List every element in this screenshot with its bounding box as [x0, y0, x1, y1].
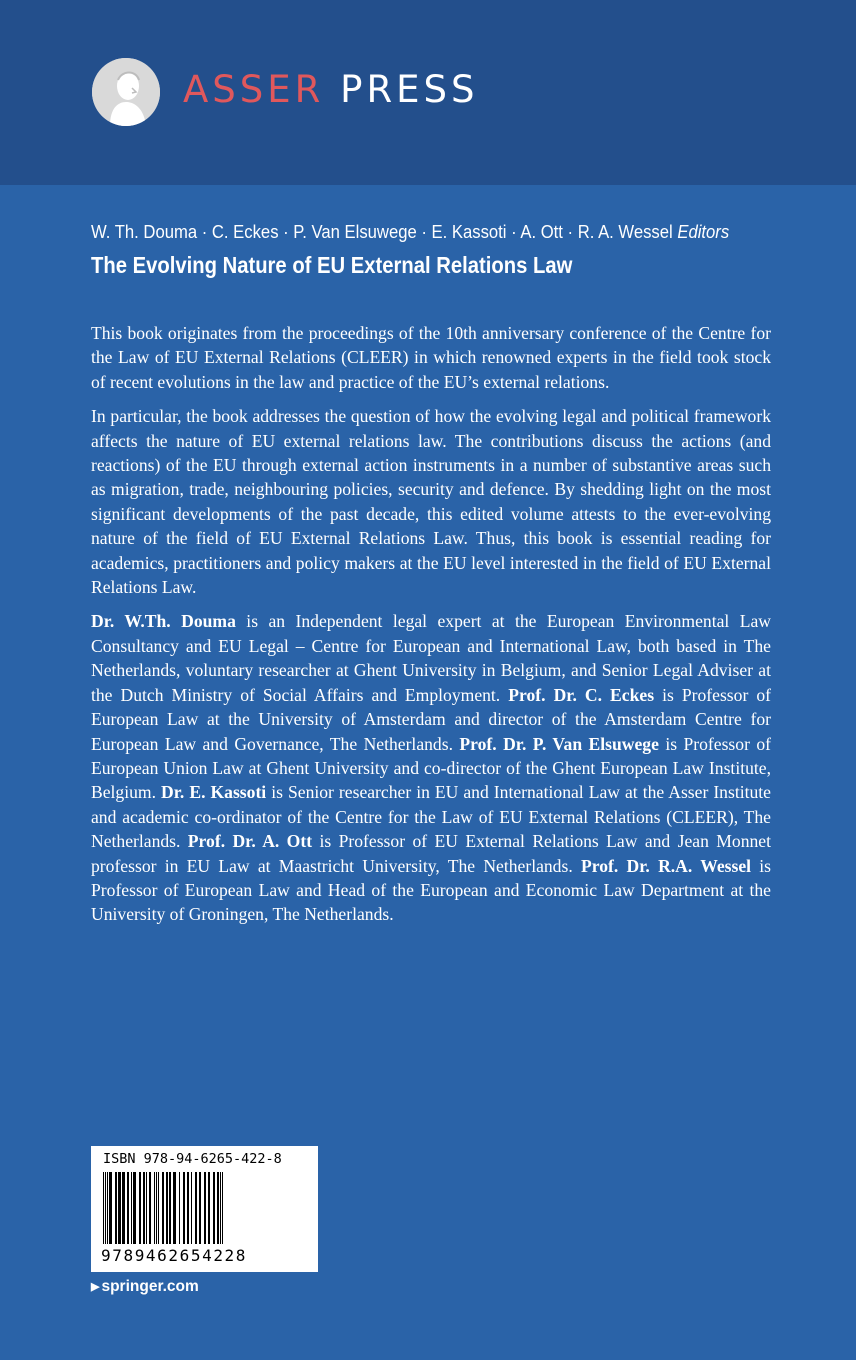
barcode-bar — [107, 1172, 108, 1244]
barcode-bar — [199, 1172, 201, 1244]
header-band — [0, 0, 856, 185]
barcode-bar — [103, 1172, 104, 1244]
editor-bios — [91, 609, 771, 926]
bio-text: is Professor of European Law at the University of Amsterdam and director of the Amsterdam Centre for European Law and Governance, The Netherlands. — [91, 684, 772, 754]
barcode-bar — [173, 1172, 176, 1244]
bio-text: is an Independent legal expert at the European Environmental Law Consultancy and EU Legal – Centre for European and International Law, both based in The Netherlands, voluntary researcher at Ghent University in Belgium, and Senior Legal Adviser at the Dutch Ministry of Social Affairs and Employment. — [91, 611, 771, 705]
barcode-bar — [220, 1172, 221, 1244]
bio-name: Dr. W.Th. Douma — [91, 611, 236, 632]
barcode-bar — [122, 1172, 125, 1244]
barcode-bar — [183, 1172, 185, 1244]
barcode-bar — [213, 1172, 215, 1244]
bio-name: Prof. Dr. C. Eckes — [508, 684, 655, 705]
barcode-bar — [118, 1172, 121, 1244]
logo-press: PRESS — [340, 68, 479, 111]
barcode-bar — [109, 1172, 112, 1244]
barcode-bar — [143, 1172, 145, 1244]
barcode-bar — [169, 1172, 171, 1244]
barcode-bar — [166, 1172, 168, 1244]
barcode-bar — [204, 1172, 206, 1244]
barcode-bar — [139, 1172, 141, 1244]
barcode-bar — [115, 1172, 117, 1244]
bio-name: Dr. E. Kassoti — [161, 782, 267, 803]
description — [91, 321, 771, 927]
bio-name: Prof. Dr. R.A. Wessel — [580, 855, 752, 876]
barcode-bar — [156, 1172, 157, 1244]
editors-role: Editors — [677, 221, 730, 242]
isbn-label: ISBN 978-94-6265-422-8 — [103, 1151, 282, 1167]
bio-text: is Professor of EU External Relations Law and Jean Monnet professor in EU Law at Maastricht University, The Netherlands. — [91, 831, 771, 876]
bio-name: Prof. Dr. A. Ott — [187, 831, 313, 852]
barcode-bar — [158, 1172, 159, 1244]
description-paragraph: This book originates from the proceedings of the 10th anniversary conference of the Centre for the Law of EU External Relations (CLEER) in which renowned experts in the field took stock of recent evolutions in the law and practice of the EU’s external relations. — [91, 323, 771, 392]
bio-name: Prof. Dr. P. Van Elsuwege — [459, 733, 659, 754]
description-paragraph: In particular, the book addresses the question of how the evolving legal and political framework affects the nature of EU external relations law. The contributions discuss the actions (and reactions) of the EU through external action instruments in a number of substantive areas such as migration, trade, neighbouring policies, security and defence. By shedding light on the most significant developments of the past decade, this edited volume attests to the ever-evolving nature of the field of EU External Relations Law. Thus, this book is essential reading for academics, practitioners and policy makers at the EU level interested in the field of EU External Relations Law. — [91, 406, 771, 598]
bio-text: is Professor of European Union Law at Ghent University and co-director of the Ghent European Law Institute, Belgium. — [91, 733, 771, 803]
editor-names: W. Th. Douma · C. Eckes · P. Van Elsuwege · E. Kassoti · A. Ott · R. A. Wessel — [91, 221, 673, 242]
barcode-bar — [208, 1172, 210, 1244]
bio-text: is Senior researcher in EU and International Law at the Asser Institute and academic co-ordinator of the Centre for the Law of EU External Relations (CLEER), The Netherlands. — [91, 782, 771, 852]
barcode-digits: 9789462654228 — [101, 1246, 248, 1265]
portrait-icon — [92, 58, 160, 126]
barcode-bar — [187, 1172, 189, 1244]
springer-link-text[interactable]: springer.com — [101, 1278, 199, 1295]
isbn-barcode-box — [91, 1146, 318, 1272]
springer-link[interactable] — [91, 1277, 199, 1297]
publisher-logo — [183, 68, 479, 112]
book-title: The Evolving Nature of EU External Relations Law — [91, 252, 573, 278]
barcode-bar — [131, 1172, 132, 1244]
arrow-right-icon: ▶ — [91, 1281, 100, 1293]
barcode-bar — [179, 1172, 180, 1244]
barcode-bar — [222, 1172, 223, 1244]
editors-line — [91, 220, 730, 244]
bio-text: is Professor of European Law and Head of the European and Economic Law Department at the University of Groningen, The Netherlands. — [91, 855, 772, 925]
barcode-bar — [146, 1172, 147, 1244]
barcode-bar — [133, 1172, 136, 1244]
barcode-bar — [127, 1172, 129, 1244]
barcode-bar — [162, 1172, 164, 1244]
barcode-bar — [191, 1172, 192, 1244]
barcode-bar — [149, 1172, 151, 1244]
logo-asser: ASSER — [183, 68, 325, 111]
barcode-bar — [217, 1172, 219, 1244]
barcode-bar — [154, 1172, 155, 1244]
barcode-bar — [195, 1172, 197, 1244]
barcode-graphic — [99, 1172, 310, 1246]
barcode-bar — [105, 1172, 106, 1244]
